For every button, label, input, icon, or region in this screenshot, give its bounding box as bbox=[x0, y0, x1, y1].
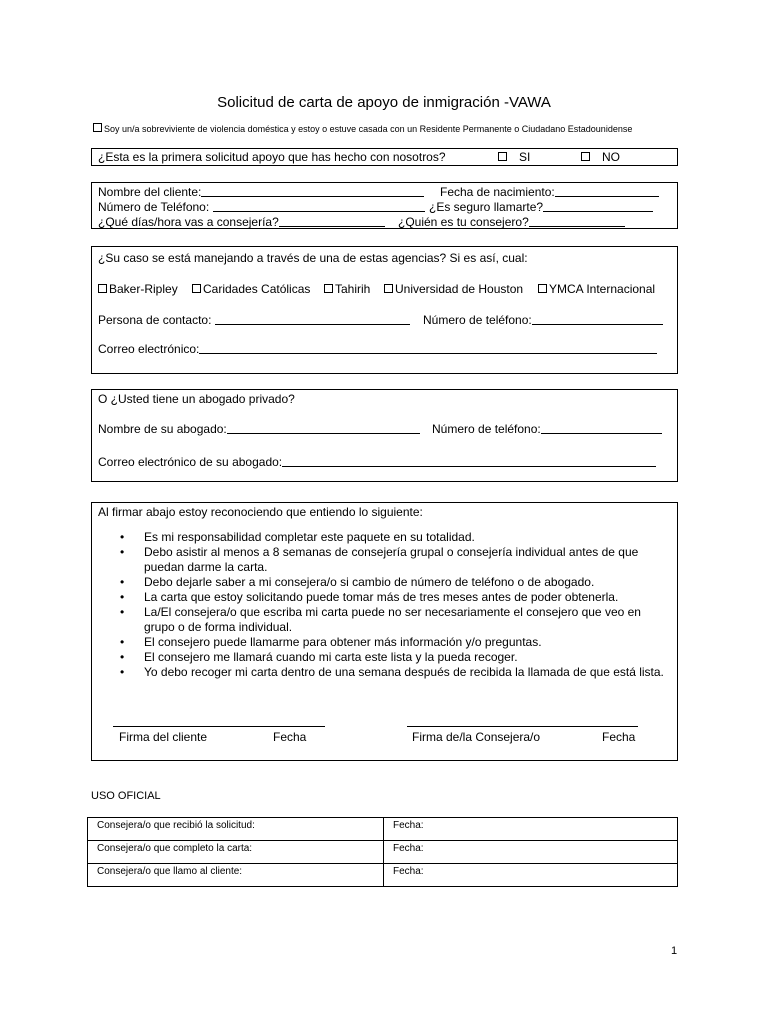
official-label-cell: Consejera/o que recibió la solicitud: bbox=[88, 818, 384, 841]
agency-option-caridades[interactable] bbox=[192, 282, 310, 296]
list-item: • La/El consejera/o que escriba mi carta puede no ser necesariamente el consejero que veo en grupo o de forma individual. bbox=[120, 605, 665, 635]
list-item: • La carta que estoy solicitando puede tomar más de tres meses antes de poder obtenerla. bbox=[120, 590, 665, 605]
page-number: 1 bbox=[671, 945, 678, 957]
safe-call-label: ¿Es seguro llamarte? bbox=[429, 200, 544, 214]
lawyer-name-field[interactable] bbox=[98, 422, 420, 436]
list-item: • El consejero me llamará cuando mi carta este lista y la pueda recoger. bbox=[120, 650, 665, 665]
lawyer-phone-label: Número de teléfono: bbox=[432, 422, 541, 436]
official-date-cell[interactable]: Fecha: bbox=[384, 841, 678, 864]
agency-checkbox[interactable] bbox=[192, 284, 201, 293]
counselor-label: ¿Quién es tu consejero? bbox=[398, 215, 529, 229]
list-item: • Debo asistir al menos a 8 semanas de consejería grupal o consejería individual antes de que puedan darme la carta. bbox=[120, 545, 665, 575]
agency-checkbox[interactable] bbox=[538, 284, 547, 293]
agency-checkbox[interactable] bbox=[384, 284, 393, 293]
lawyer-question: O ¿Usted tiene un abogado privado? bbox=[98, 392, 295, 406]
lawyer-email-field[interactable] bbox=[98, 455, 656, 469]
agency-option-ymca[interactable] bbox=[538, 282, 655, 296]
official-label-cell: Consejera/o que completo la carta: bbox=[88, 841, 384, 864]
agency-question: ¿Su caso se está manejando a través de una de estas agencias? Si es así, cual: bbox=[98, 251, 528, 265]
counselor-signature-line[interactable] bbox=[407, 726, 638, 727]
agency-phone-label: Número de teléfono: bbox=[423, 313, 532, 327]
table-row bbox=[88, 841, 678, 864]
agency-option-baker-ripley[interactable] bbox=[98, 282, 178, 296]
agency-option-uh[interactable] bbox=[384, 282, 523, 296]
survivor-statement bbox=[93, 123, 632, 134]
phone-label: Número de Teléfono: bbox=[98, 200, 210, 214]
list-item: • El consejero puede llamarme para obtener más información y/o preguntas. bbox=[120, 635, 665, 650]
first-request-yes[interactable] bbox=[498, 150, 530, 164]
official-date-cell[interactable]: Fecha: bbox=[384, 818, 678, 841]
first-request-section bbox=[91, 148, 678, 166]
lawyer-phone-field[interactable] bbox=[432, 422, 662, 436]
agency-option-label: YMCA Internacional bbox=[549, 282, 656, 296]
agency-contact-label: Persona de contacto: bbox=[98, 313, 212, 327]
agency-option-label: Universidad de Houston bbox=[395, 282, 524, 296]
phone-field[interactable] bbox=[98, 200, 425, 214]
yes-label: SI bbox=[519, 150, 531, 164]
agency-email-label: Correo electrónico: bbox=[98, 342, 200, 356]
counseling-days-field[interactable] bbox=[98, 215, 385, 229]
client-info-section bbox=[91, 182, 678, 229]
list-item: • Debo dejarle saber a mi consejera/o si cambio de número de teléfono o de abogado. bbox=[120, 575, 665, 590]
survivor-statement-text: Soy un/a sobreviviente de violencia doméstica y estoy o estuve casada con un Residente Permanente o Ciudadano Estadounidense bbox=[104, 124, 633, 134]
client-name-field[interactable] bbox=[98, 185, 424, 199]
agency-checkbox[interactable] bbox=[98, 284, 107, 293]
official-label-cell: Consejera/o que llamo al cliente: bbox=[88, 864, 384, 887]
lawyer-email-label: Correo electrónico de su abogado: bbox=[98, 455, 283, 469]
agency-option-label: Tahirih bbox=[335, 282, 371, 296]
safe-call-field[interactable] bbox=[429, 200, 653, 214]
no-label: NO bbox=[602, 150, 621, 164]
survivor-checkbox[interactable] bbox=[93, 123, 102, 132]
official-use-table bbox=[87, 817, 678, 887]
list-item: • Yo debo recoger mi carta dentro de una semana después de recibida la llamada de que está lista. bbox=[120, 665, 665, 680]
counselor-signature-label: Firma de/la Consejera/o bbox=[412, 730, 541, 744]
lawyer-section bbox=[91, 389, 678, 482]
no-checkbox[interactable] bbox=[581, 152, 590, 161]
official-date-cell[interactable]: Fecha: bbox=[384, 864, 678, 887]
table-row bbox=[88, 864, 678, 887]
client-name-label: Nombre del cliente: bbox=[98, 185, 202, 199]
client-signature-label: Firma del cliente bbox=[119, 730, 208, 744]
counseling-days-label: ¿Qué días/hora vas a consejería? bbox=[98, 215, 279, 229]
first-request-question: ¿Esta es la primera solicitud apoyo que has hecho con nosotros? bbox=[98, 150, 446, 164]
agency-option-tahirih[interactable] bbox=[324, 282, 370, 296]
yes-checkbox[interactable] bbox=[498, 152, 507, 161]
client-date-label: Fecha bbox=[273, 730, 307, 744]
list-item: • Es mi responsabilidad completar este paquete en su totalidad. bbox=[120, 530, 665, 545]
page-title: Solicitud de carta de apoyo de inmigración -VAWA bbox=[217, 94, 551, 111]
lawyer-name-label: Nombre de su abogado: bbox=[98, 422, 227, 436]
counselor-field[interactable] bbox=[398, 215, 625, 229]
counselor-date-label: Fecha bbox=[602, 730, 636, 744]
official-use-heading: USO OFICIAL bbox=[91, 790, 161, 802]
acknowledgement-intro: Al firmar abajo estoy reconociendo que entiendo lo siguiente: bbox=[98, 505, 423, 519]
acknowledgement-list bbox=[120, 530, 665, 680]
first-request-no[interactable] bbox=[581, 150, 620, 164]
dob-label: Fecha de nacimiento: bbox=[440, 185, 555, 199]
client-signature-line[interactable] bbox=[113, 726, 325, 727]
agency-option-label: Caridades Católicas bbox=[203, 282, 311, 296]
table-row bbox=[88, 818, 678, 841]
agency-email-field[interactable] bbox=[98, 342, 657, 356]
agency-phone-field[interactable] bbox=[423, 313, 663, 327]
agency-option-label: Baker-Ripley bbox=[109, 282, 178, 296]
agency-checkbox[interactable] bbox=[324, 284, 333, 293]
dob-field[interactable] bbox=[440, 185, 659, 199]
agency-section bbox=[91, 246, 678, 374]
agency-contact-field[interactable] bbox=[98, 313, 410, 327]
